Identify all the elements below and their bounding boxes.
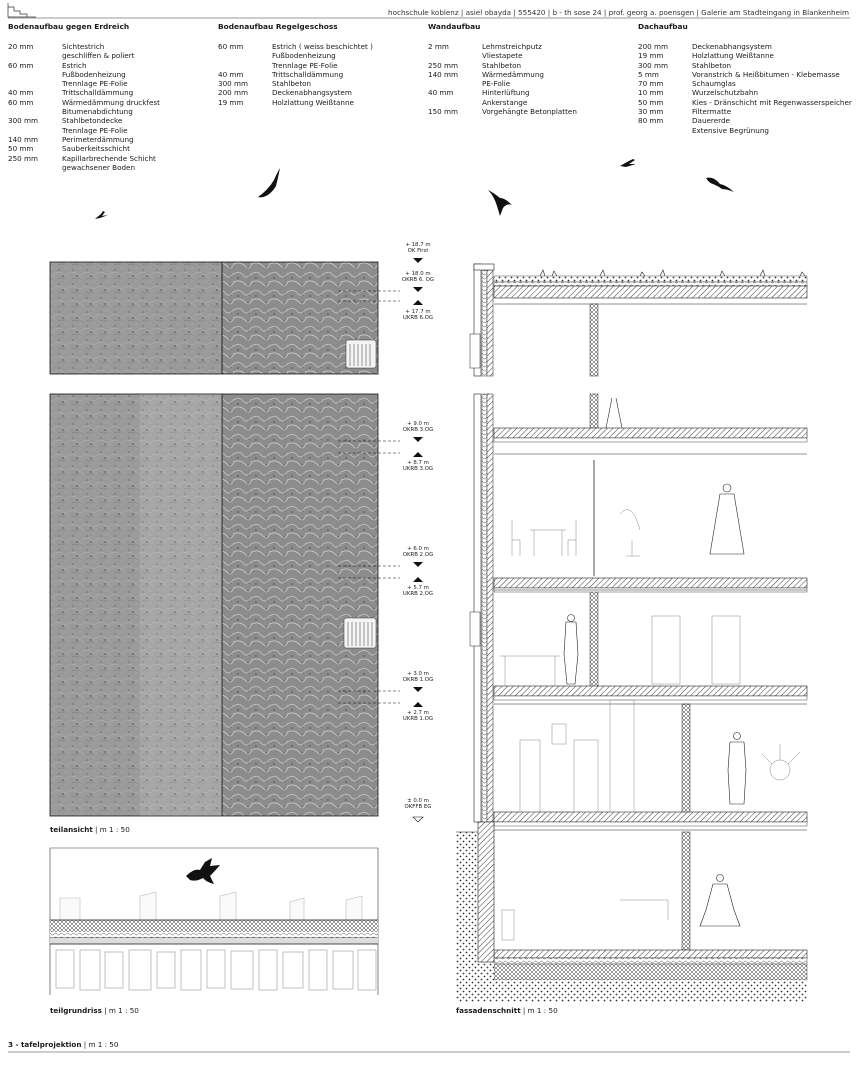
layer-name: Wärmedämmung druckfest <box>62 97 160 107</box>
layer-thickness <box>218 61 272 70</box>
layer-name: Holzlattung Weißtanne <box>692 51 774 61</box>
layer-name: Sauberkeitsschicht <box>62 144 130 154</box>
layer-row <box>8 61 208 70</box>
layer-thickness <box>8 70 62 79</box>
layer-row <box>218 79 418 88</box>
layer-row <box>8 42 208 51</box>
layer-name: Deckenabhangsystem <box>272 88 352 98</box>
layer-name: Kapillarbrechende Schicht <box>62 153 156 163</box>
layer-name: PE-Folie <box>482 79 511 89</box>
layer-name: Vliestapete <box>482 51 523 61</box>
layer-thickness <box>8 126 62 135</box>
layer-thickness <box>8 163 62 172</box>
layer-thickness: 60 mm <box>218 42 244 51</box>
section-title: Wandaufbau <box>428 22 481 31</box>
layer-thickness <box>638 126 692 135</box>
layer-thickness: 10 mm <box>638 88 664 98</box>
layer-thickness <box>428 79 482 88</box>
layer-thickness: 40 mm <box>218 69 244 79</box>
layer-name: Perimeterdämmung <box>62 134 134 144</box>
layer-row <box>218 51 418 60</box>
layer-thickness <box>8 107 62 116</box>
layer-thickness: 5 mm <box>638 69 659 79</box>
layer-row <box>638 42 853 51</box>
layer-thickness <box>8 51 62 60</box>
layer-thickness: 300 mm <box>638 60 669 70</box>
layer-row <box>428 42 628 51</box>
fassadenschnitt-drawing <box>456 264 807 1002</box>
layer-thickness: 60 mm <box>8 97 34 107</box>
layer-thickness: 250 mm <box>8 153 39 163</box>
section-title: Dachaufbau <box>638 22 688 31</box>
layer-thickness: 200 mm <box>638 42 669 51</box>
level-label: + 8.7 m UKRB 3.OG <box>402 460 434 473</box>
layer-thickness <box>218 51 272 60</box>
layer-row <box>8 70 208 79</box>
layer-name: Schaumglas <box>692 79 736 89</box>
header-info: hochschule koblenz | asiel obayda | 555420 | b - th sose 24 | prof. georg a. poensgen | Galerie am Stadteingang in Blankenheim <box>388 8 849 17</box>
caption-fassadenschnitt: fassadenschnitt | m 1 : 50 <box>456 1006 558 1015</box>
layer-name: Estrich <box>62 60 87 70</box>
section-dachaufbau <box>638 22 853 135</box>
caption-teilansicht: teilansicht | m 1 : 50 <box>50 825 130 834</box>
layer-row <box>428 70 628 79</box>
layer-name: Stahlbeton <box>272 79 312 89</box>
layer-row <box>428 61 628 70</box>
layer-thickness: 19 mm <box>638 51 664 61</box>
layer-name: Holzlattung Weißtanne <box>272 97 354 107</box>
layer-name: Trennlage PE-Folie <box>62 125 128 135</box>
section-title: Bodenaufbau Regelgeschoss <box>218 22 338 31</box>
layer-name: Bitumenabdichtung <box>62 107 133 117</box>
layer-name: Vorgehängte Betonplatten <box>482 107 577 117</box>
layer-thickness: 60 mm <box>8 60 34 70</box>
layer-row <box>8 98 208 107</box>
level-label: + 18.7 m OK First <box>405 242 431 255</box>
layer-row <box>8 154 208 163</box>
layer-thickness: 19 mm <box>218 97 244 107</box>
layer-row <box>218 61 418 70</box>
layer-thickness: 30 mm <box>638 107 664 117</box>
section-title: Bodenaufbau gegen Erdreich <box>8 22 130 31</box>
layer-row <box>8 116 208 125</box>
layer-name: Trittschalldämmung <box>62 88 134 98</box>
layer-name: Trennlage PE-Folie <box>272 60 338 70</box>
teilansicht-drawing <box>50 258 423 822</box>
logo-icon <box>8 3 36 17</box>
layer-name: Fußbodenheizung <box>62 69 126 79</box>
layer-row <box>428 88 628 97</box>
layer-thickness: 40 mm <box>428 88 454 98</box>
level-label: + 3.0 m OKRB 1.OG <box>402 671 434 684</box>
layer-row <box>8 135 208 144</box>
layer-row <box>428 51 628 60</box>
layer-row <box>8 88 208 97</box>
level-label: ± 0.0 m OKFFB EG <box>404 798 432 811</box>
layer-name: Dauererde <box>692 116 730 126</box>
layer-name: Fußbodenheizung <box>272 51 336 61</box>
layer-row <box>638 98 853 107</box>
layer-name: Stahlbetondecke <box>62 116 123 126</box>
layer-row <box>428 79 628 88</box>
caption-teilgrundriss: teilgrundriss | m 1 : 50 <box>50 1006 139 1015</box>
layer-row <box>638 107 853 116</box>
layer-row <box>8 51 208 60</box>
layer-name: Ankerstange <box>482 97 528 107</box>
layer-name: Lehmstreichputz <box>482 42 542 51</box>
layer-row <box>638 51 853 60</box>
layer-row <box>8 126 208 135</box>
layer-name: Stahlbeton <box>692 60 732 70</box>
layer-thickness: 140 mm <box>8 134 39 144</box>
footer-caption: 3 - tafelprojektion | m 1 : 50 <box>8 1040 119 1049</box>
layer-name: Kies - Dränschicht mit Regenwasserspeicher <box>692 97 852 107</box>
layer-row <box>218 98 418 107</box>
layer-thickness: 150 mm <box>428 107 459 117</box>
level-label: + 17.7 m UKRB 6.OG <box>402 309 434 322</box>
layer-row <box>638 88 853 97</box>
layer-name: Extensive Begrünung <box>692 125 769 135</box>
layer-row <box>8 163 208 172</box>
section-boden-regelgeschoss <box>218 22 418 107</box>
layer-name: Voranstrich & Heißbitumen - Klebemasse <box>692 69 840 79</box>
layer-thickness: 50 mm <box>8 144 34 154</box>
layer-thickness: 70 mm <box>638 79 664 89</box>
layer-name: Trittschalldämmung <box>272 69 344 79</box>
level-label: + 18.0 m OKRB 6. OG <box>401 271 435 284</box>
layer-row <box>638 116 853 125</box>
layer-name: Sichtestrich <box>62 42 105 51</box>
layer-thickness: 80 mm <box>638 116 664 126</box>
layer-name: Deckenabhangsystem <box>692 42 772 51</box>
layer-thickness: 2 mm <box>428 42 449 51</box>
level-label: + 9.0 m OKRB 3.OG <box>402 421 434 434</box>
layer-row <box>638 70 853 79</box>
level-label: + 5.7 m UKRB 2.OG <box>402 585 434 598</box>
layer-name: Trennlage PE-Folie <box>62 79 128 89</box>
layer-row <box>8 144 208 153</box>
level-label: + 6.0 m OKRB 2.OG <box>402 546 434 559</box>
layer-row <box>218 70 418 79</box>
level-label: + 2.7 m UKRB 1.OG <box>402 710 434 723</box>
layer-row <box>8 107 208 116</box>
layer-thickness: 140 mm <box>428 69 459 79</box>
layer-thickness <box>8 79 62 88</box>
layer-row <box>8 79 208 88</box>
layer-row <box>218 42 418 51</box>
layer-row <box>428 98 628 107</box>
layer-thickness: 300 mm <box>218 79 249 89</box>
layer-name: Stahlbeton <box>482 60 522 70</box>
layer-row <box>638 79 853 88</box>
layer-thickness: 20 mm <box>8 42 34 51</box>
section-boden-erdreich <box>8 22 208 172</box>
layer-thickness: 50 mm <box>638 97 664 107</box>
section-wandaufbau <box>428 22 628 116</box>
layer-thickness: 300 mm <box>8 116 39 126</box>
layer-name: geschliffen & poliert <box>62 51 135 61</box>
layer-row <box>638 126 853 135</box>
layer-name: Estrich ( weiss beschichtet ) <box>272 42 373 51</box>
layer-name: Hinterlüftung <box>482 88 530 98</box>
layer-row <box>428 107 628 116</box>
layer-name: gewachsener Boden <box>62 162 136 172</box>
layer-thickness <box>428 98 482 107</box>
layer-name: Wärmedämmung <box>482 69 544 79</box>
layer-row <box>638 61 853 70</box>
layer-thickness: 250 mm <box>428 60 459 70</box>
layer-name: Filtermatte <box>692 107 732 117</box>
layer-row <box>218 88 418 97</box>
layer-name: Wurzelschutzbahn <box>692 88 759 98</box>
layer-thickness <box>428 51 482 60</box>
layer-thickness: 200 mm <box>218 88 249 98</box>
layer-thickness: 40 mm <box>8 88 34 98</box>
